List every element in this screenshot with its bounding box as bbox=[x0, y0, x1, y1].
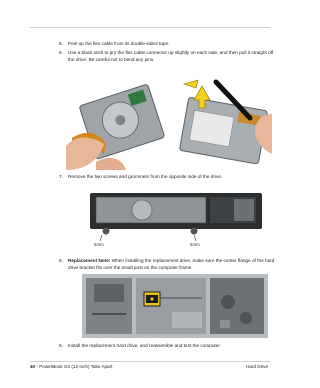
step-number: 8. bbox=[59, 258, 63, 263]
step-7 bbox=[59, 174, 278, 181]
step-number: 7. bbox=[59, 174, 63, 179]
step-5 bbox=[59, 41, 278, 48]
computer-frame-photo bbox=[82, 274, 268, 338]
drive-screws-photo bbox=[84, 187, 270, 247]
step-text: Install the replacement hard drive, and reassemble and test the computer. bbox=[68, 343, 221, 348]
step-8 bbox=[59, 258, 278, 271]
screw-label-left: 5mm bbox=[94, 242, 104, 247]
step-text: When installing the replacement drive, make sure the center flange of the hard drive bracket fits over the small post on the computer frame. bbox=[68, 258, 275, 270]
step-number: 6. bbox=[59, 50, 63, 55]
step-number: 9. bbox=[59, 343, 63, 348]
screw-label-right: 5mm bbox=[190, 242, 200, 247]
step-number: 5. bbox=[59, 41, 63, 46]
step-text: Use a black stick to pry the flex cable connector up slightly on each side, and then pull it straight off the drive. Be careful not to bend any pins. bbox=[68, 50, 274, 62]
step-text: Remove the two screws and grommets from the opposite side of the drive. bbox=[68, 174, 223, 179]
footer-page-title bbox=[30, 364, 112, 370]
page-number: 40 bbox=[30, 364, 36, 369]
footer-section: Hard Drive bbox=[246, 364, 268, 369]
flex-cable-photo bbox=[66, 74, 272, 170]
document-title: - PowerBook G4 (12-inch) Take Apart bbox=[35, 364, 113, 369]
footer-rule bbox=[30, 361, 270, 362]
replacement-note-label: Replacement Note: bbox=[68, 258, 111, 263]
step-6 bbox=[59, 50, 278, 63]
header-rule bbox=[30, 27, 270, 28]
step-9 bbox=[59, 343, 278, 350]
step-text: Peel up the flex cable from its double-sided tape. bbox=[68, 41, 170, 46]
